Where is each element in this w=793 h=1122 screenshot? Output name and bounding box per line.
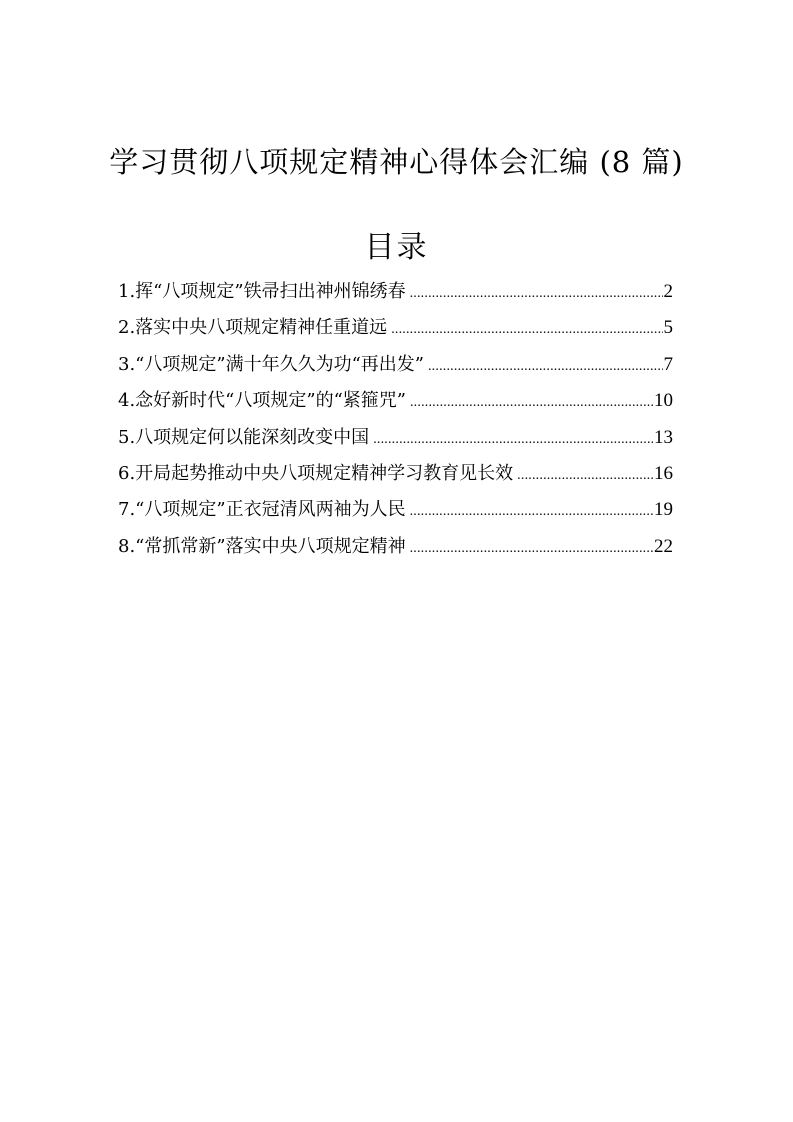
toc-page-number: 16 — [654, 462, 673, 484]
toc-heading: 目录 — [364, 230, 429, 265]
toc-page-number: 10 — [654, 390, 673, 412]
toc-entry-title: 4.念好新时代“八项规定”的“紧箍咒” — [118, 390, 406, 412]
toc-entry[interactable] — [118, 492, 673, 528]
toc-entry-title: 6.开局起势推动中央八项规定精神学习教育见长效 — [118, 462, 514, 484]
toc-entry[interactable] — [118, 383, 673, 419]
toc-entry[interactable] — [118, 347, 673, 383]
toc-entry-title: 2.落实中央八项规定精神任重道远 — [118, 317, 388, 339]
table-of-contents — [118, 274, 673, 565]
toc-dot-leader — [517, 458, 653, 494]
toc-dot-leader — [410, 494, 653, 530]
toc-page-number: 7 — [663, 353, 673, 375]
toc-entry[interactable] — [118, 420, 673, 456]
toc-page-number: 22 — [654, 535, 673, 557]
toc-page-number: 13 — [654, 426, 673, 448]
toc-dot-leader — [373, 422, 653, 458]
toc-entry[interactable] — [118, 456, 673, 492]
toc-entry[interactable] — [118, 274, 673, 310]
toc-entry-title: 3.“八项规定”满十年久久为功“再出发” — [118, 353, 424, 375]
toc-entry-title: 8.“常抓常新”落实中央八项规定精神 — [118, 535, 406, 557]
toc-dot-leader — [391, 312, 662, 348]
toc-dot-leader — [410, 531, 653, 567]
toc-entry-title: 1.挥“八项规定”铁帚扫出神州锦绣春 — [118, 281, 406, 302]
toc-page-number: 19 — [654, 499, 673, 521]
toc-entry[interactable] — [118, 529, 673, 565]
toc-page-number: 5 — [663, 317, 673, 339]
toc-entry-title: 5.八项规定何以能深刻改变中国 — [118, 426, 370, 448]
toc-dot-leader — [410, 276, 663, 312]
toc-dot-leader — [410, 385, 653, 421]
toc-entry[interactable] — [118, 310, 673, 346]
toc-page-number: 2 — [663, 281, 673, 302]
toc-dot-leader — [428, 349, 663, 385]
toc-entry-title: 7.“八项规定”正衣冠清风两袖为人民 — [118, 499, 406, 521]
document-title: 学习贯彻八项规定精神心得体会汇编 (8 篇) — [109, 145, 684, 179]
